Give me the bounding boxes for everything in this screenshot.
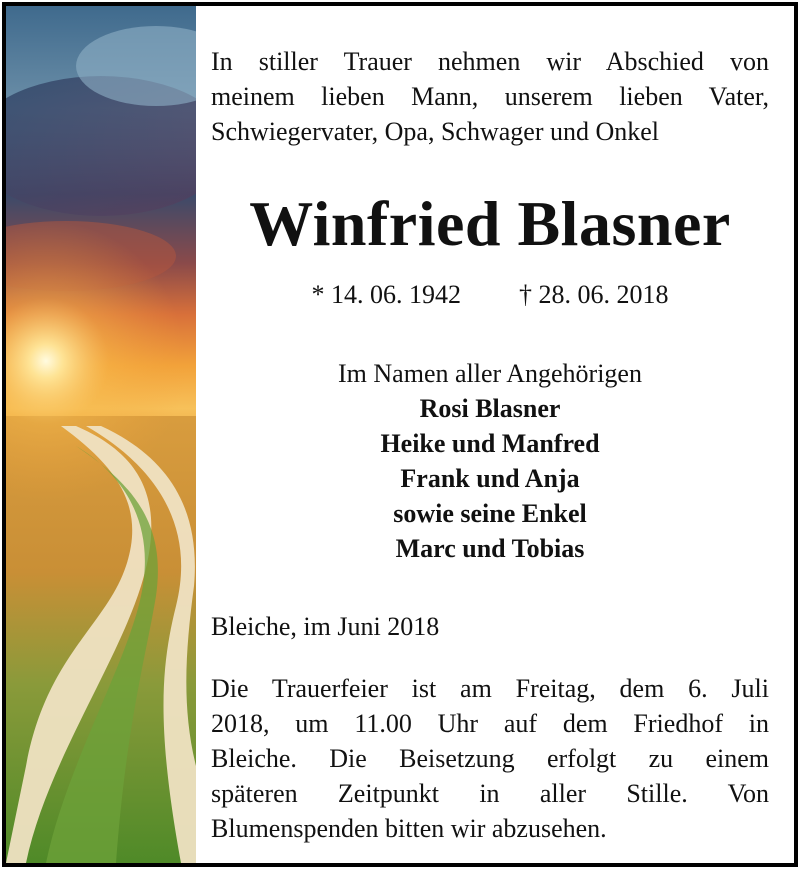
birth-date: * 14. 06. 1942 <box>311 280 461 309</box>
intro-line: meinem lieben Mann, unserem lieben Vater, <box>211 82 769 111</box>
intro-line: In stiller Trauer nehmen wir Abschied von <box>211 47 769 76</box>
place-date: Bleiche, im Juni 2018 <box>211 612 440 641</box>
life-dates <box>211 277 769 312</box>
deceased-name: Winfried Blasner <box>249 188 731 259</box>
family-member: Marc und Tobias <box>395 534 585 563</box>
family-block <box>211 356 769 566</box>
obituary-text <box>211 44 769 846</box>
ceremony-line: späteren Zeitpunkt in aller Stille. Von <box>211 779 769 808</box>
obituary-frame <box>2 2 798 867</box>
death-date: † 28. 06. 2018 <box>519 280 669 309</box>
family-member: sowie seine Enkel <box>393 499 587 528</box>
family-member: Frank und Anja <box>400 464 580 493</box>
family-member: Heike und Manfred <box>380 429 600 458</box>
ceremony-line: Blumenspenden bitten wir abzusehen. <box>211 814 607 843</box>
family-member: Rosi Blasner <box>419 394 561 423</box>
intro-paragraph <box>211 44 769 149</box>
ceremony-line: 2018, um 11.00 Uhr auf dem Friedhof in <box>211 709 769 738</box>
ceremony-line: Bleiche. Die Beisetzung erfolgt zu einem <box>211 744 769 773</box>
family-header: Im Namen aller Angehörigen <box>338 359 642 388</box>
sunset-path-icon <box>6 6 196 863</box>
ceremony-line: Die Trauerfeier ist am Freitag, dem 6. Juli <box>211 674 769 703</box>
intro-line: Schwiegervater, Opa, Schwager und Onkel <box>211 117 660 146</box>
ceremony-paragraph <box>211 671 769 846</box>
sunset-path-image <box>6 6 196 863</box>
